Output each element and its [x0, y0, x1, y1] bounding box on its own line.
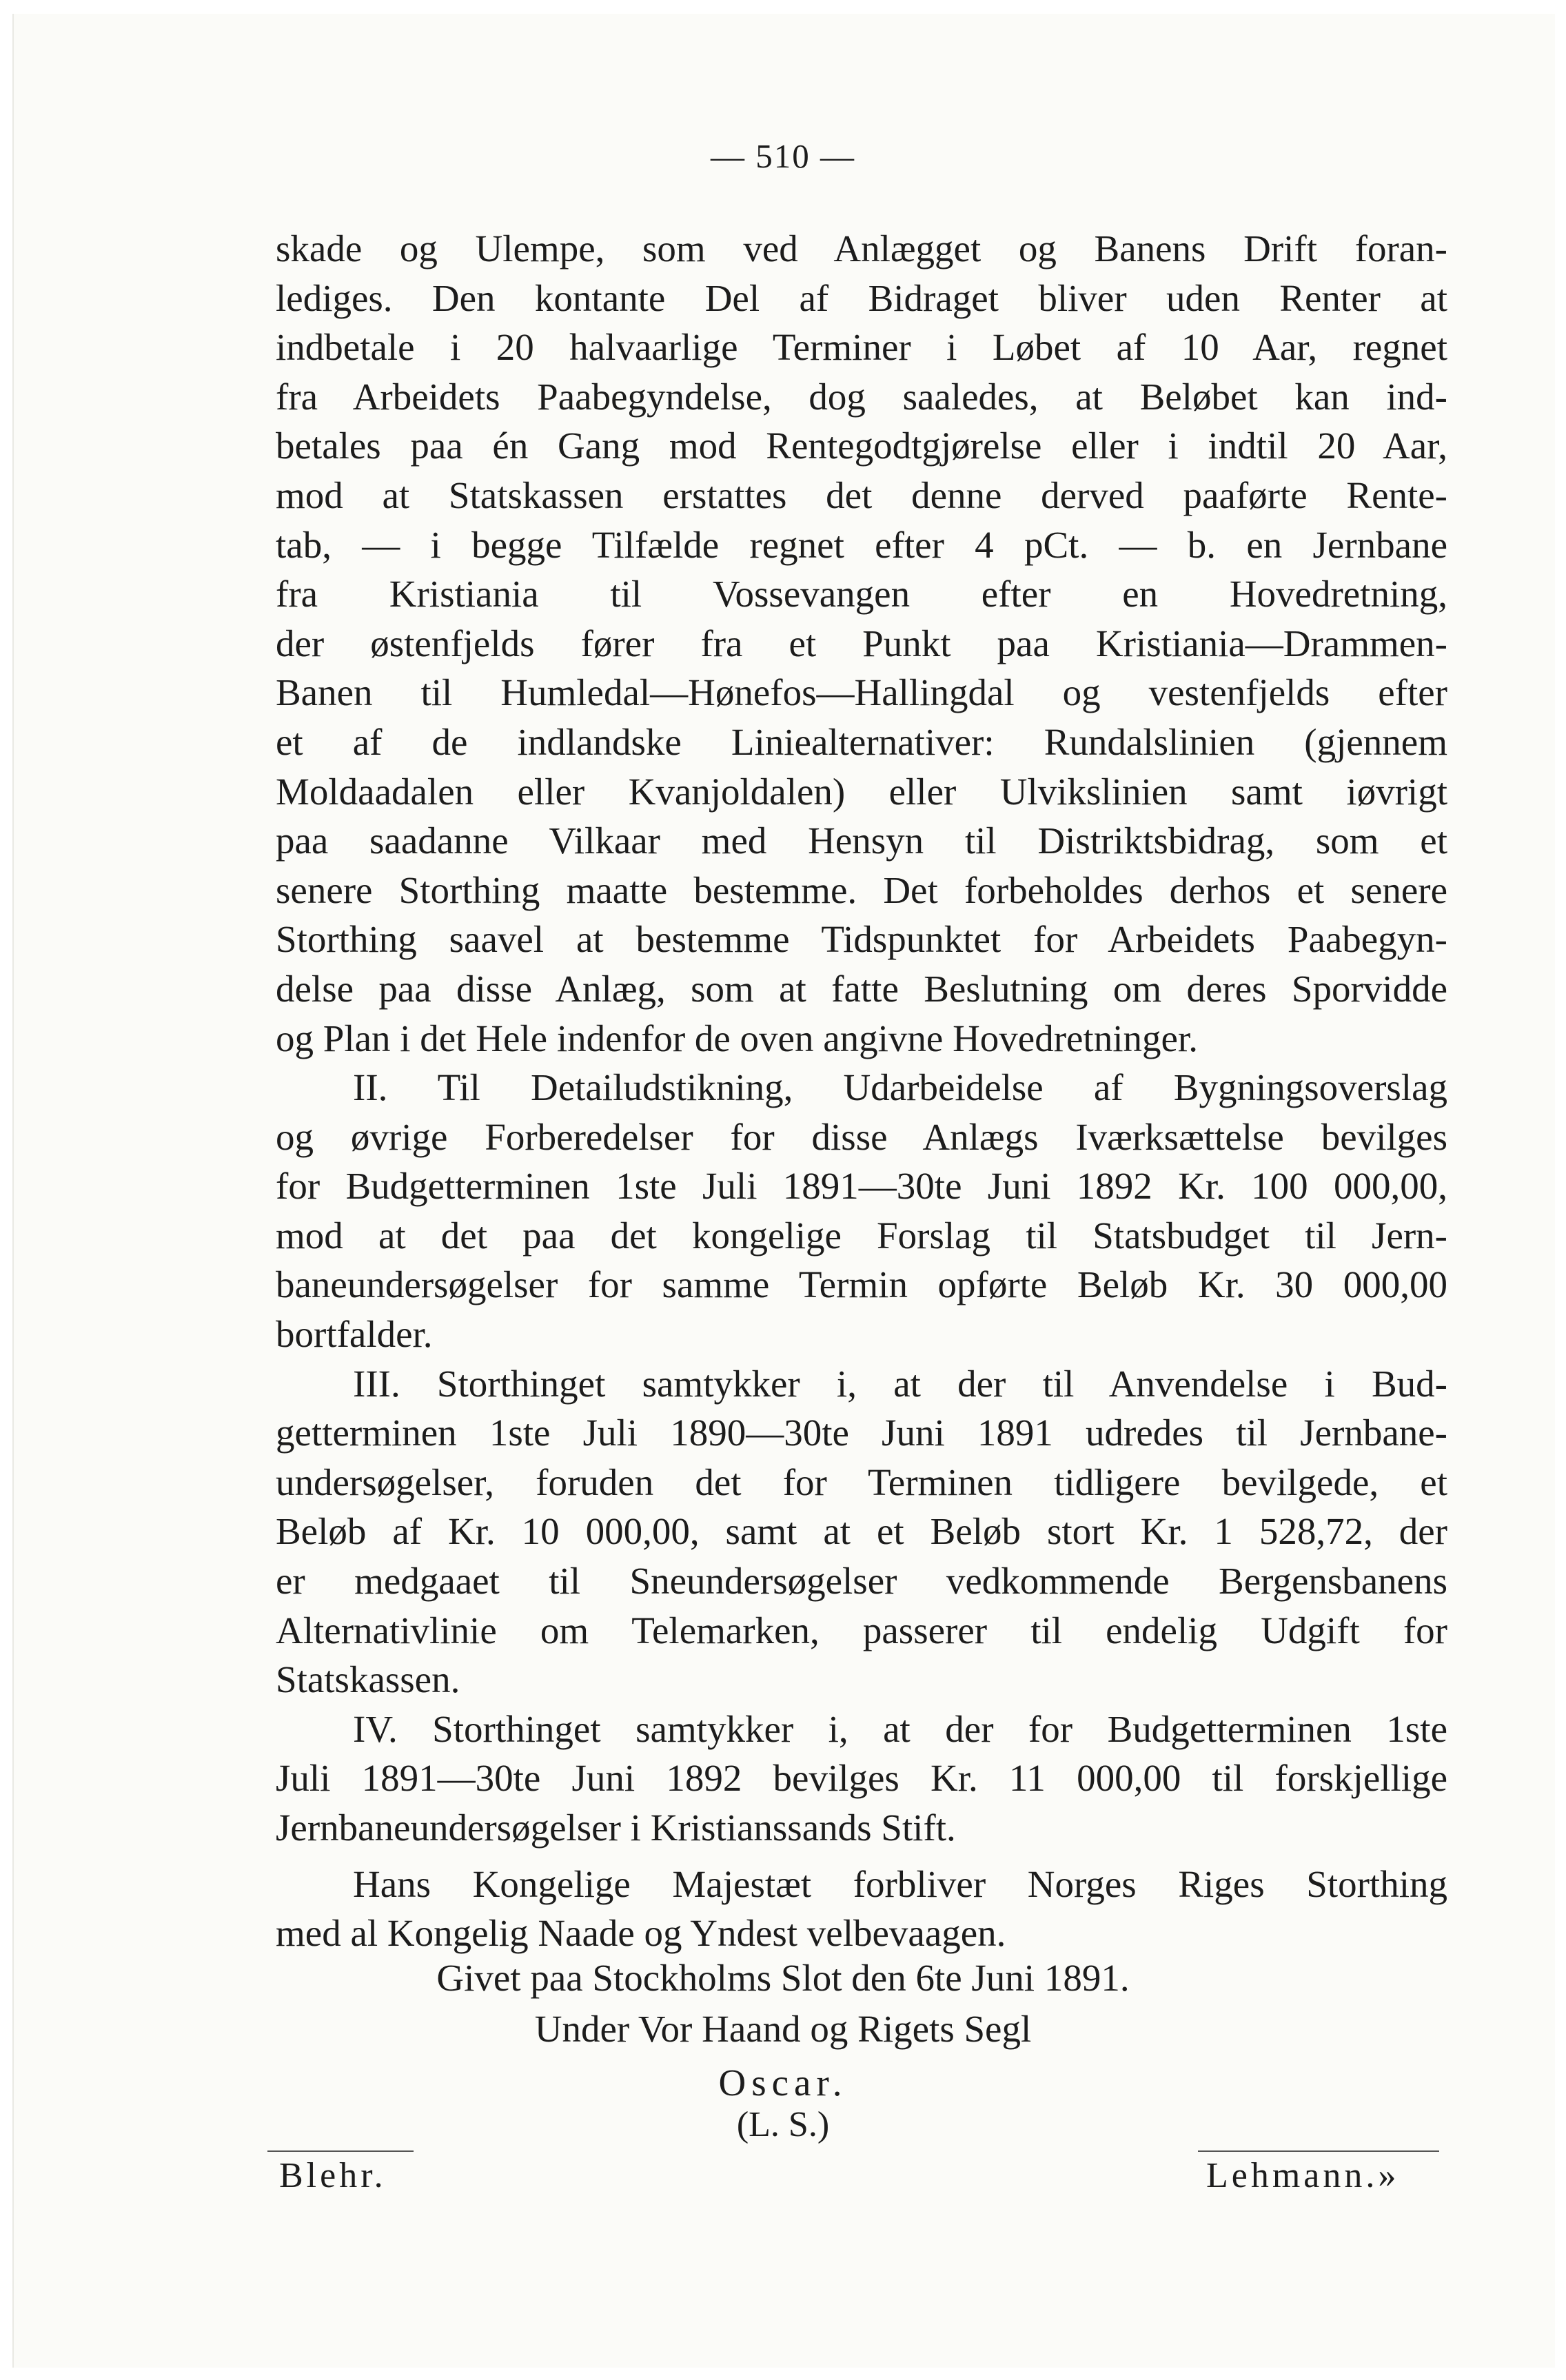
text-line: Statskassen. [276, 1658, 460, 1701]
body-text [276, 224, 1447, 1958]
locus-sigilli: (L. S.) [736, 2105, 830, 2144]
signature-right: Lehmann.» [1206, 2156, 1400, 2195]
text-line: fra Arbeidets Paabegyndelse, dog saaledes, at Beløbet kan ind- [276, 375, 1447, 418]
paragraph-5 [276, 1860, 1447, 1958]
text-line: lediges. Den kontante Del af Bidraget bliver uden Renter at [276, 276, 1447, 319]
signature-rule-right [1198, 2150, 1439, 2152]
text-line: tab, — i begge Tilfælde regnet efter 4 pCt. — b. en Jernbane [276, 523, 1447, 566]
text-line: Jernbaneundersøgelser i Kristianssands Stift. [276, 1807, 956, 1849]
text-line: for Budgetterminen 1ste Juli 1891—30te Juni 1892 Kr. 100 000,00, [276, 1165, 1447, 1208]
text-line: IV. Storthinget samtykker i, at der for Budgetterminen 1ste [353, 1707, 1447, 1750]
text-line: Hans Kongelige Majestæt forbliver Norges Riges Storthing [353, 1862, 1447, 1905]
text-line: Alternativlinie om Telemarken, passerer til endelig Udgift for [276, 1609, 1447, 1651]
text-line: med al Kongelig Naade og Yndest velbevaagen. [276, 1912, 1006, 1955]
text-line: III. Storthinget samtykker i, at der til Anvendelse i Bud- [353, 1362, 1447, 1405]
paragraph-2 [276, 1063, 1447, 1359]
paragraph-4 [276, 1705, 1447, 1853]
text-line: er medgaaet til Sneundersøgelser vedkommende Bergensbanens [276, 1560, 1447, 1603]
text-line: senere Storthing maatte bestemme. Det forbeholdes derhos et senere [276, 868, 1447, 911]
text-line: skade og Ulempe, som ved Anlægget og Banens Drift foran- [276, 227, 1447, 269]
text-line: undersøgelser, foruden det for Terminen tidligere bevilgede, et [276, 1461, 1447, 1503]
text-line: og øvrige Forberedelser for disse Anlægs Iværksættelse bevilges [276, 1115, 1447, 1158]
text-line: bortfalder. [276, 1313, 433, 1356]
text-line: Storthing saavel at bestemme Tidspunktet for Arbeidets Paabegyn- [276, 918, 1447, 961]
text-line: et af de indlandske Liniealternativer: Rundalslinien (gjennem [276, 720, 1447, 763]
king-signature: Oscar. [718, 2062, 848, 2104]
text-line: Beløb af Kr. 10 000,00, samt at et Beløb stort Kr. 1 528,72, der [276, 1510, 1447, 1553]
text-line: Juli 1891—30te Juni 1892 bevilges Kr. 11 000,00 til forskjellige [276, 1757, 1447, 1800]
paragraph-1 [276, 224, 1447, 1063]
text-line: mod at det paa det kongelige Forslag til Statsbudget til Jern- [276, 1214, 1447, 1257]
text-line: getterminen 1ste Juli 1890—30te Juni 1891 udredes til Jernbane- [276, 1412, 1447, 1454]
text-line: betales paa én Gang mod Rentegodtgjørelse eller i indtil 20 Aar, [276, 425, 1447, 467]
paragraph-gap [276, 1853, 1447, 1860]
text-line: paa saadanne Vilkaar med Hensyn til Distriktsbidrag, som et [276, 820, 1447, 862]
text-line: Moldaadalen eller Kvanjoldalen) eller Ulvikslinien samt iøvrigt [276, 770, 1447, 813]
text-line: fra Kristiania til Vossevangen efter en Hovedretning, [276, 573, 1447, 616]
seal-line: Under Vor Haand og Rigets Segl [534, 2008, 1032, 2050]
text-line: II. Til Detailudstikning, Udarbeidelse af Bygningsoverslag [353, 1066, 1447, 1109]
text-line: der østenfjelds fører fra et Punkt paa Kristiania—Drammen- [276, 622, 1447, 664]
text-line: baneundersøgelser for samme Termin opførte Beløb Kr. 30 000,00 [276, 1263, 1447, 1306]
text-line: Banen til Humledal—Hønefos—Hallingdal og vestenfjelds efter [276, 671, 1447, 714]
text-line: mod at Statskassen erstattes det denne derved paaførte Rente- [276, 474, 1447, 516]
signature-rule-left [267, 2150, 414, 2152]
text-line: delse paa disse Anlæg, som at fatte Beslutning om deres Sporvidde [276, 967, 1447, 1010]
given-line: Givet paa Stockholms Slot den 6te Juni 1891. [436, 1957, 1130, 1999]
page-number: — 510 — [711, 137, 855, 175]
signature-left: Blehr. [279, 2156, 387, 2195]
text-line: og Plan i det Hele indenfor de oven angivne Hovedretninger. [276, 1017, 1198, 1059]
paragraph-3 [276, 1359, 1447, 1705]
text-line: indbetale i 20 halvaarlige Terminer i Løbet af 10 Aar, regnet [276, 326, 1447, 369]
